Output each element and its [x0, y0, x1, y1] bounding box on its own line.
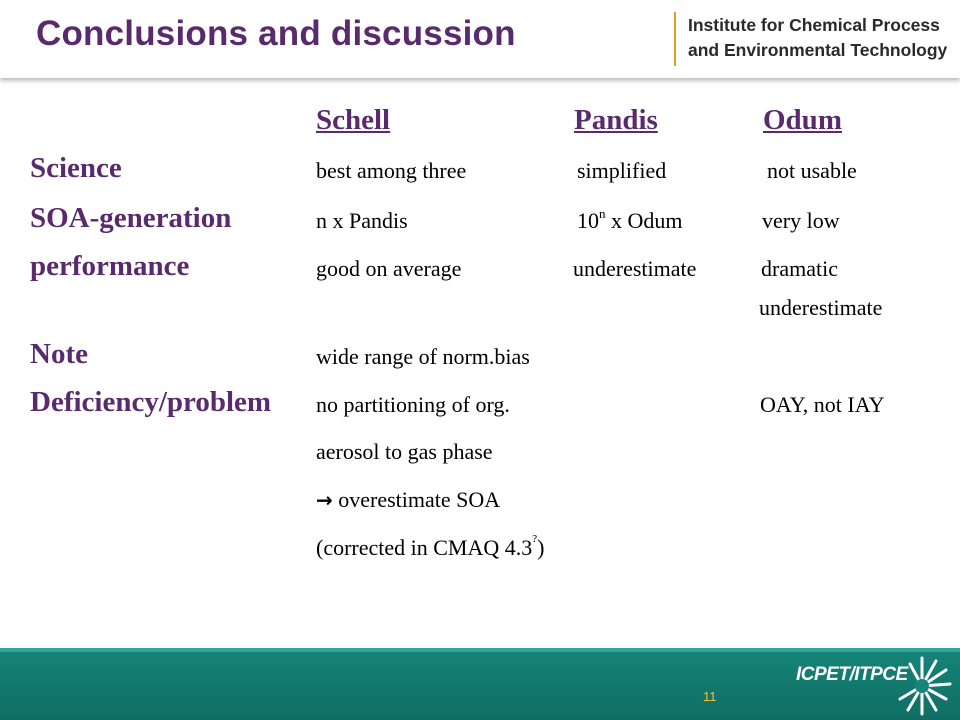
deficiency-line3-text: overestimate SOA: [338, 487, 501, 512]
science-schell: best among three: [316, 158, 467, 183]
institute-name: [688, 13, 952, 63]
performance-odum: dramatic: [761, 256, 838, 281]
footer-highlight: [0, 648, 960, 652]
deficiency-line4: [316, 535, 545, 561]
deficiency-line3: [316, 487, 500, 513]
row-label-deficiency: Deficiency/problem: [30, 386, 272, 418]
slide-title: Conclusions and discussion: [36, 14, 516, 53]
starburst-logo-icon: [884, 652, 954, 718]
performance-schell: good on average: [316, 256, 462, 281]
footer-logo: ICPET/ITPCE: [796, 664, 908, 685]
row-label-performance: performance: [30, 250, 190, 282]
soa-pandis-rest: x Odum: [605, 208, 683, 233]
deficiency-line4-close: ): [537, 535, 545, 560]
deficiency-odum: OAY, not IAY: [760, 392, 885, 417]
header-separator: [674, 12, 676, 66]
institute-line-2: and Environmental Technology: [688, 40, 948, 60]
deficiency-line1: no partitioning of org.: [316, 392, 510, 417]
note-text: wide range of norm.bias: [316, 344, 530, 369]
column-header-odum: Odum: [763, 104, 842, 136]
row-label-note: Note: [30, 338, 88, 370]
performance-odum-line2: underestimate: [759, 295, 883, 320]
soa-schell: n x Pandis: [316, 208, 408, 233]
deficiency-line2: aerosol to gas phase: [316, 439, 493, 464]
deficiency-line4-sup: ?: [532, 533, 538, 545]
soa-pandis-exponent: n: [599, 206, 606, 221]
soa-pandis-base: 10: [577, 208, 599, 233]
row-label-science: Science: [30, 152, 122, 184]
soa-odum: very low: [762, 208, 840, 233]
column-header-pandis: Pandis: [574, 104, 658, 136]
row-label-soa-generation: SOA-generation: [30, 202, 232, 234]
right-arrow-icon: →: [316, 488, 333, 512]
soa-pandis: [577, 208, 683, 234]
deficiency-line4-main: (corrected in CMAQ 4.3: [316, 535, 533, 560]
science-pandis: simplified: [577, 158, 667, 183]
performance-pandis: underestimate: [573, 256, 697, 281]
institute-line-1: Institute for Chemical Process: [688, 15, 940, 35]
page-number: 11: [703, 689, 717, 704]
column-header-schell: Schell: [316, 104, 391, 136]
science-odum: not usable: [767, 158, 857, 183]
